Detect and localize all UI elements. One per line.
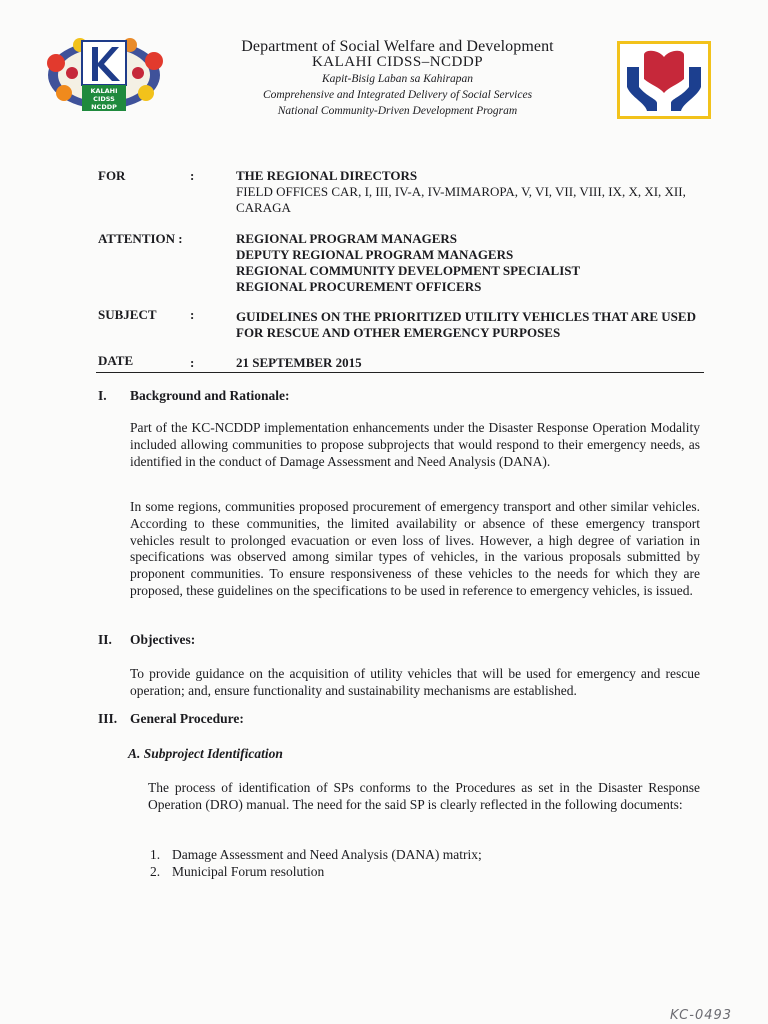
paragraph-objectives: To provide guidance on the acquisition of utility vehicles that will be used for emergency and rescue operation; and, ensure functionality and sustainability mechanisms are established. <box>130 666 700 698</box>
list-item: Damage Assessment and Need Analysis (DANA) matrix; <box>172 847 482 862</box>
subsection-title: A. Subproject Identification <box>128 746 283 761</box>
list-item-number: 2. <box>150 864 161 879</box>
section-number: I. <box>98 388 107 403</box>
list-item: Municipal Forum resolution <box>172 864 325 879</box>
logo-text-kalahi: KALAHI <box>90 87 118 95</box>
section-number: III. <box>98 711 118 726</box>
subject-colon: : <box>190 307 195 322</box>
for-label: FOR <box>98 168 126 183</box>
section-title-procedure: General Procedure: <box>130 711 244 726</box>
dswd-logo-icon <box>617 41 711 119</box>
paragraph-background-1: Part of the KC-NCDDP implementation enhancements under the Disaster Response Operation Modality included allowing communities to propose subprojects that would respond to their emergency needs, as identified in the conduct of Damage Assessment and Need Analysis (DANA). <box>130 420 700 469</box>
motto-line: National Community-Driven Development Program <box>277 105 518 117</box>
logo-text-ncddp: NCDDP <box>91 103 117 111</box>
section-title-background: Background and Rationale: <box>130 388 290 403</box>
logo-text-cidss: CIDSS <box>93 95 115 103</box>
department-name: Department of Social Welfare and Development <box>241 38 554 55</box>
for-field-offices: FIELD OFFICES CAR, I, III, IV-A, IV-MIMAROPA, V, VI, VII, VIII, IX, X, XI, XII, CARAGA <box>236 184 686 215</box>
attention-line: REGIONAL PROGRAM MANAGERS <box>236 231 458 246</box>
attention-label: ATTENTION : <box>98 231 183 246</box>
date-colon: : <box>190 355 195 370</box>
subject-text: GUIDELINES ON THE PRIORITIZED UTILITY VEHICLES THAT ARE USED FOR RESCUE AND OTHER EMERGENCY PURPOSES <box>236 309 696 340</box>
motto-line: Kapit-Bisig Laban sa Kahirapan <box>321 73 474 85</box>
subject-label: SUBJECT <box>98 307 157 322</box>
attention-line: REGIONAL COMMUNITY DEVELOPMENT SPECIALIST <box>236 263 581 278</box>
document-code-stamp: KC-0493 <box>670 1008 733 1023</box>
attention-line: REGIONAL PROCUREMENT OFFICERS <box>236 279 482 294</box>
kalahi-cidss-logo-icon <box>42 35 166 115</box>
attention-line: DEPUTY REGIONAL PROGRAM MANAGERS <box>236 247 514 262</box>
motto-line: Comprehensive and Integrated Delivery of Social Services <box>262 89 533 101</box>
header-divider <box>96 372 704 373</box>
for-colon: : <box>190 168 195 183</box>
for-recipient: THE REGIONAL DIRECTORS <box>236 168 418 183</box>
program-name: KALAHI CIDSS–NCDDP <box>311 54 484 70</box>
section-number: II. <box>98 632 112 647</box>
paragraph-background-2: In some regions, communities proposed procurement of emergency transport and other similar vehicles. According to these communities, the limited availability or absence of these emergency transport vehicles result to prolonged evacuation or even loss of lives. However, a high degree of variation in specifications was observed among similar types of vehicles, in the various proposals submitted by proponent communities. To ensure responsiveness of these vehicles to the needs for which they are proposed, these guidelines on the specifications to be used in reference to emergency vehicles, is issued. <box>130 499 700 598</box>
section-title-objectives: Objectives: <box>130 632 196 647</box>
paragraph-identification: The process of identification of SPs conforms to the Procedures as set in the Disaster Response Operation (DRO) manual. The need for the said SP is clearly reflected in the following documents: <box>148 780 700 812</box>
list-item-number: 1. <box>150 847 161 862</box>
date-label: DATE <box>98 353 134 368</box>
date-text: 21 SEPTEMBER 2015 <box>236 355 362 370</box>
